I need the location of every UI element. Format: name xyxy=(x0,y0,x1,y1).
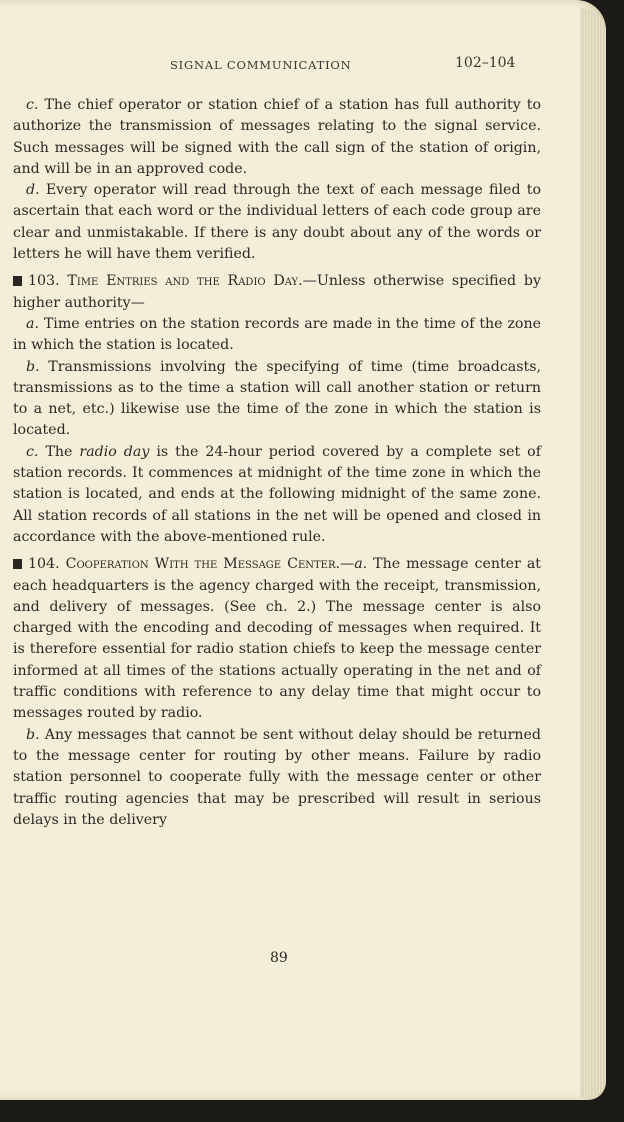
paragraph-label: c. xyxy=(26,443,39,460)
section-104-heading xyxy=(13,554,541,724)
paragraph-103-a xyxy=(13,314,541,357)
section-number: 103. xyxy=(28,273,68,290)
page-edge xyxy=(580,8,606,1098)
paragraph-text: Time entries on the station records are made in the time of the zone in which the station is located. xyxy=(13,315,541,354)
paragraph-103-b xyxy=(13,357,541,442)
page-number: 89 xyxy=(270,950,288,966)
paragraph-label: b. xyxy=(26,358,40,375)
running-head: SIGNAL COMMUNICATION xyxy=(170,58,352,72)
section-range: 102–104 xyxy=(455,55,516,71)
paragraph-label: d. xyxy=(26,182,40,199)
paragraph-text: The message center at each headquarters is the agency charged with the receipt, transmission, and delivery of messages. (See ch. 2.) The message center is also charged with the encoding and decoding of messages when required. It is therefore essential for radio station chiefs to keep the message center informed at all times of the stations actually operating in the net and of traffic conditions with reference to any delay time that might occur to messages routed by radio. xyxy=(13,556,542,722)
paragraph-text: Every operator will read through the text of each message filed to ascertain that each word or the individual letters of each code group are clear and unmistakable. If there is any doubt about any of the words or letters he will have them verified. xyxy=(13,182,541,263)
paragraph-label: a. xyxy=(26,315,39,332)
paragraph-label: a. xyxy=(354,556,368,573)
paragraph-text: Transmissions involving the specifying of time (time broadcasts, transmissions as to the time a station will call another station or return to a net, etc.) likewise use the time of the zone in which the station is located. xyxy=(13,358,541,439)
section-title: Time Entries and the Radio Day. xyxy=(67,273,303,290)
paragraph-text: The xyxy=(38,443,80,460)
section-marker-icon xyxy=(13,276,22,286)
section-103-heading xyxy=(13,271,541,314)
section-dash: — xyxy=(340,556,355,573)
defined-term: radio day xyxy=(79,443,150,460)
paragraph-label: b. xyxy=(26,726,40,743)
paragraph-text: is the 24-hour period covered by a complete set of station records. It commences at midnight of the time zone in which the station is located, and ends at the following midnight of the same zone. All station records of all stations in the net will be opened and closed in accordance with the above-mentioned rule. xyxy=(13,443,541,545)
page-header xyxy=(0,55,600,75)
section-number: 104. xyxy=(28,556,66,573)
paragraph-text: The chief operator or station chief of a station has full authority to authorize the transmission of messages relating to the signal service. Such messages will be signed with the call sign of the station of origin, and will be in an approved code. xyxy=(13,97,541,177)
section-intro: —Unless otherwise specified by higher authority— xyxy=(13,273,541,311)
section-title: Cooperation With the Message Center. xyxy=(65,556,341,573)
paragraph-103-c xyxy=(13,442,541,548)
paragraph-d xyxy=(13,180,541,265)
body-text xyxy=(13,95,541,831)
paragraph-c xyxy=(13,95,541,180)
section-marker-icon xyxy=(13,559,22,569)
paragraph-label: c. xyxy=(26,97,39,113)
paragraph-104-b xyxy=(13,725,541,831)
paragraph-text: Any messages that cannot be sent without delay should be returned to the message center for routing by other means. Failure by radio station personnel to cooperate fully with the message center or other traffic routing agencies that may be prescribed will result in serious delays in the delivery xyxy=(13,726,541,828)
